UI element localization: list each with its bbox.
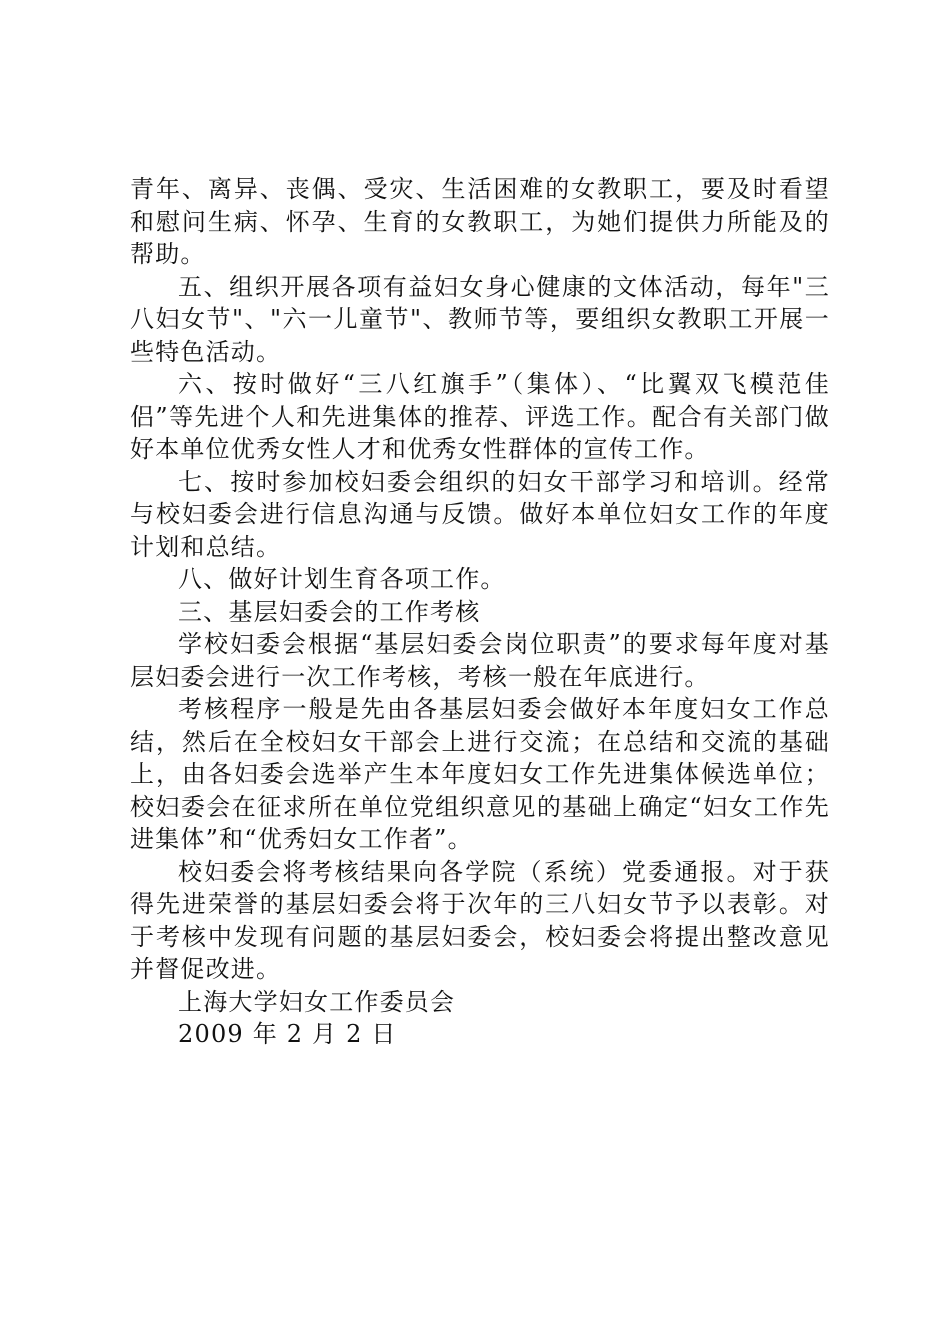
signature-organization: 上海大学妇女工作委员会 — [178, 987, 456, 1016]
paragraph-assessment-result: 校妇委会将考核结果向各学院（系统）党委通报。对于获得先进荣誉的基层妇委会将于次年的三八妇女节予以表彰。对于考核中发现有问题的基层妇委会，校妇委会将提出整改意见并督促改进。 — [130, 857, 830, 983]
paragraph-item-6: 六、按时做好“三八红旗手”（集体）、“比翼双飞模范佳侣”等先进个人和先进集体的推荐、评选工作。配合有关部门做好本单位优秀女性人才和优秀女性群体的宣传工作。 — [130, 370, 830, 463]
paragraph-item-7: 七、按时参加校妇委会组织的妇女干部学习和培训。经常与校妇委会进行信息沟通与反馈。做好本单位妇女工作的年度计划和总结。 — [130, 467, 830, 561]
section-heading-assessment: 三、基层妇委会的工作考核 — [178, 597, 481, 626]
document-body — [130, 173, 830, 1051]
paragraph-item-8: 八、做好计划生育各项工作。 — [178, 565, 506, 593]
paragraph-continued: 青年、离异、丧偶、受灾、生活困难的女教职工，要及时看望和慰问生病、怀孕、生育的女教职工，为她们提供力所能及的帮助。 — [130, 175, 830, 268]
paragraph-item-5: 五、组织开展各项有益妇女身心健康的文体活动，每年"三八妇女节"、"六一儿童节"、教师节等，要组织女教职工开展一些特色活动。 — [130, 272, 830, 366]
signature-date: 2009 年 2 月 2 日 — [178, 1020, 397, 1048]
paragraph-assessment-procedure: 考核程序一般是先由各基层妇委会做好本年度妇女工作总结，然后在全校妇女干部会上进行交流；在总结和交流的基础上，由各妇委会选举产生本年度妇女工作先进集体候选单位；校妇委会在征求所在单位党组织意见的基础上确定“妇女工作先进集体”和“优秀妇女工作者”。 — [130, 695, 830, 853]
paragraph-assessment-intro: 学校妇委会根据“基层妇委会岗位职责”的要求每年度对基层妇委会进行一次工作考核，考核一般在年底进行。 — [130, 630, 830, 691]
